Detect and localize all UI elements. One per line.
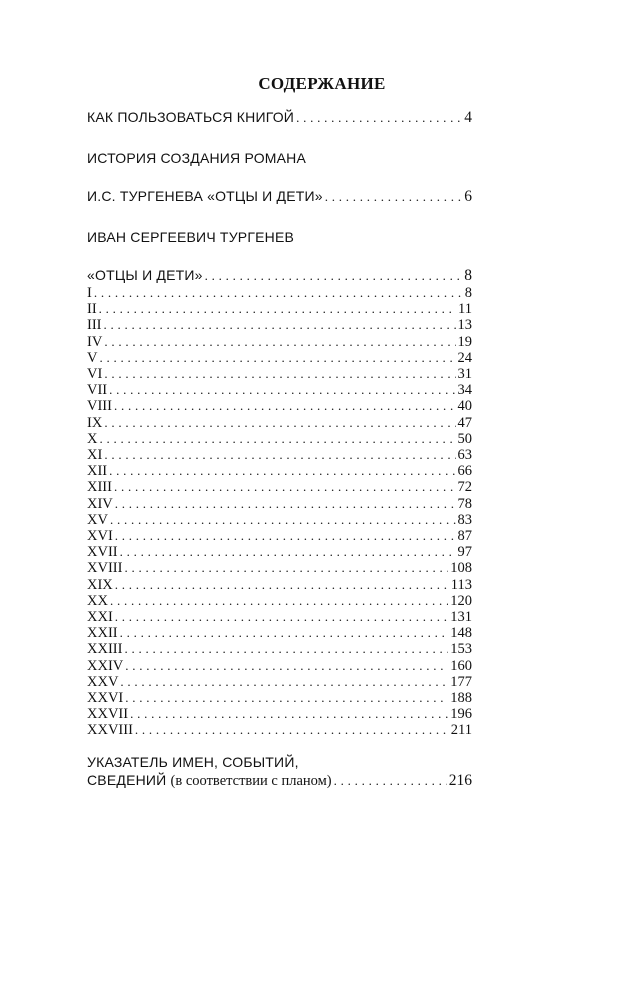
page-number: 72 bbox=[457, 479, 472, 496]
dot-leader bbox=[99, 350, 455, 366]
page-number: 66 bbox=[457, 463, 472, 480]
chapter-row[interactable] bbox=[87, 625, 472, 641]
chapter-number: III bbox=[87, 317, 102, 334]
toc-entry-history[interactable] bbox=[87, 187, 472, 206]
chapter-number: XVI bbox=[87, 528, 113, 545]
chapter-number: XXVI bbox=[87, 690, 124, 707]
dot-leader bbox=[130, 706, 448, 722]
chapter-row[interactable] bbox=[87, 366, 472, 382]
dot-leader bbox=[104, 447, 455, 463]
chapter-number: XXV bbox=[87, 673, 119, 690]
chapter-row[interactable] bbox=[87, 560, 472, 576]
index-caps: СВЕДЕНИЙ bbox=[87, 771, 167, 788]
chapter-row[interactable] bbox=[87, 317, 472, 333]
page-number: 97 bbox=[457, 544, 472, 561]
page-number: 24 bbox=[457, 349, 472, 366]
dot-leader bbox=[334, 772, 447, 790]
page-number: 153 bbox=[450, 641, 472, 658]
chapter-number: XI bbox=[87, 447, 103, 464]
chapter-number: VIII bbox=[87, 398, 112, 415]
chapter-number: XIV bbox=[87, 495, 113, 512]
chapter-number: XVII bbox=[87, 544, 118, 561]
page-number: 160 bbox=[450, 657, 472, 674]
dot-leader bbox=[120, 544, 456, 560]
chapter-row[interactable] bbox=[87, 463, 472, 479]
chapter-row[interactable] bbox=[87, 496, 472, 512]
dot-leader bbox=[135, 722, 449, 738]
page-number: 6 bbox=[464, 188, 472, 205]
chapter-number: IV bbox=[87, 333, 103, 350]
page-number: 113 bbox=[450, 576, 472, 593]
chapter-number: XII bbox=[87, 463, 108, 480]
chapter-number: VI bbox=[87, 366, 103, 383]
dot-leader bbox=[104, 366, 455, 382]
page-number: 87 bbox=[457, 528, 472, 545]
page-number: 63 bbox=[457, 447, 472, 464]
dot-leader bbox=[115, 528, 456, 544]
chapter-row[interactable] bbox=[87, 431, 472, 447]
chapter-row[interactable] bbox=[87, 544, 472, 560]
page-number: 188 bbox=[450, 690, 472, 707]
dot-leader bbox=[109, 463, 455, 479]
page-number: 34 bbox=[457, 382, 472, 399]
index-note: (в соответствии с планом) bbox=[170, 772, 332, 789]
page-number: 108 bbox=[450, 560, 472, 577]
entry-label: «ОТЦЫ И ДЕТИ» bbox=[87, 267, 203, 283]
page-number: 78 bbox=[457, 495, 472, 512]
chapter-row[interactable] bbox=[87, 609, 472, 625]
chapter-number: XXIV bbox=[87, 657, 124, 674]
page-number: 120 bbox=[450, 592, 472, 609]
chapter-number: XX bbox=[87, 592, 108, 609]
page-number: 8 bbox=[464, 267, 472, 284]
dot-leader bbox=[109, 382, 455, 398]
page-number: 31 bbox=[457, 366, 472, 383]
chapter-number: XVIII bbox=[87, 560, 123, 577]
dot-leader bbox=[124, 641, 448, 657]
chapter-number: XIX bbox=[87, 576, 113, 593]
page-number: 83 bbox=[457, 511, 472, 528]
entry-label: КАК ПОЛЬЗОВАТЬСЯ КНИГОЙ bbox=[87, 109, 295, 125]
chapter-row[interactable] bbox=[87, 479, 472, 495]
chapter-row[interactable] bbox=[87, 706, 472, 722]
page-number: 11 bbox=[458, 301, 472, 318]
chapter-number: XXI bbox=[87, 609, 113, 626]
dot-leader bbox=[125, 690, 448, 706]
chapter-row[interactable] bbox=[87, 690, 472, 706]
page-number: 131 bbox=[450, 609, 472, 626]
chapter-row[interactable] bbox=[87, 577, 472, 593]
page-number: 216 bbox=[448, 771, 472, 789]
chapter-row[interactable] bbox=[87, 334, 472, 350]
chapter-number: X bbox=[87, 430, 98, 447]
dot-leader bbox=[296, 109, 462, 127]
chapter-row[interactable] bbox=[87, 285, 472, 301]
chapter-number: XXII bbox=[87, 625, 118, 642]
chapter-row[interactable] bbox=[87, 415, 472, 431]
dot-leader bbox=[114, 398, 456, 414]
chapter-row[interactable] bbox=[87, 722, 472, 738]
page-number: 196 bbox=[450, 706, 472, 723]
chapter-row[interactable] bbox=[87, 350, 472, 366]
chapter-number: XXVIII bbox=[87, 722, 133, 739]
page-number: 8 bbox=[464, 285, 472, 301]
dot-leader bbox=[114, 479, 456, 495]
toc-entry-index-line1: УКАЗАТЕЛЬ ИМЕН, СОБЫТИЙ, bbox=[87, 753, 299, 770]
chapter-row[interactable] bbox=[87, 301, 472, 317]
toc-entry-novel[interactable] bbox=[87, 266, 472, 285]
chapter-row[interactable] bbox=[87, 641, 472, 657]
chapter-row[interactable] bbox=[87, 382, 472, 398]
chapter-number: VII bbox=[87, 382, 108, 399]
dot-leader bbox=[94, 285, 463, 301]
chapter-number: XXIII bbox=[87, 641, 123, 658]
entry-label bbox=[87, 771, 332, 790]
toc-entry-how-to-use[interactable] bbox=[87, 108, 472, 127]
chapter-number: IX bbox=[87, 414, 103, 431]
dot-leader bbox=[104, 317, 456, 333]
chapter-number: V bbox=[87, 349, 98, 366]
dot-leader bbox=[120, 674, 448, 690]
chapter-number: XIII bbox=[87, 479, 112, 496]
dot-leader bbox=[110, 593, 448, 609]
dot-leader bbox=[120, 625, 449, 641]
chapter-list bbox=[87, 285, 472, 739]
page-number: 177 bbox=[450, 673, 472, 690]
page-number: 13 bbox=[457, 317, 472, 334]
chapter-row[interactable] bbox=[87, 658, 472, 674]
dot-leader bbox=[104, 415, 455, 431]
chapter-row[interactable] bbox=[87, 593, 472, 609]
table-of-contents bbox=[87, 108, 472, 790]
entry-label: И.С. ТУРГЕНЕВА «ОТЦЫ И ДЕТИ» bbox=[87, 188, 323, 204]
chapter-row[interactable] bbox=[87, 674, 472, 690]
dot-leader bbox=[99, 301, 456, 317]
chapter-number: XV bbox=[87, 511, 108, 528]
page-number: 211 bbox=[450, 722, 472, 739]
chapter-row[interactable] bbox=[87, 512, 472, 528]
dot-leader bbox=[115, 577, 449, 593]
dot-leader bbox=[325, 188, 463, 206]
chapter-row[interactable] bbox=[87, 398, 472, 414]
dot-leader bbox=[99, 431, 455, 447]
page-number: 148 bbox=[450, 625, 472, 642]
page-number: 40 bbox=[457, 398, 472, 415]
toc-entry-history-line1: ИСТОРИЯ СОЗДАНИЯ РОМАНА bbox=[87, 150, 307, 166]
page-number: 47 bbox=[457, 414, 472, 431]
chapter-number: I bbox=[87, 285, 92, 301]
chapter-number: II bbox=[87, 301, 97, 318]
toc-entry-index[interactable] bbox=[87, 771, 472, 790]
dot-leader bbox=[110, 512, 456, 528]
author-heading: ИВАН СЕРГЕЕВИЧ ТУРГЕНЕВ bbox=[87, 229, 295, 245]
dot-leader bbox=[205, 267, 463, 285]
page-number: 19 bbox=[457, 333, 472, 350]
chapter-row[interactable] bbox=[87, 528, 472, 544]
chapter-number: XXVII bbox=[87, 706, 129, 723]
dot-leader bbox=[115, 609, 448, 625]
page-title: СОДЕРЖАНИЕ bbox=[258, 74, 386, 93]
page-number: 4 bbox=[464, 109, 472, 126]
dot-leader bbox=[125, 658, 448, 674]
dot-leader bbox=[124, 560, 448, 576]
dot-leader bbox=[104, 334, 455, 350]
chapter-row[interactable] bbox=[87, 447, 472, 463]
page-number: 50 bbox=[457, 430, 472, 447]
dot-leader bbox=[115, 496, 456, 512]
